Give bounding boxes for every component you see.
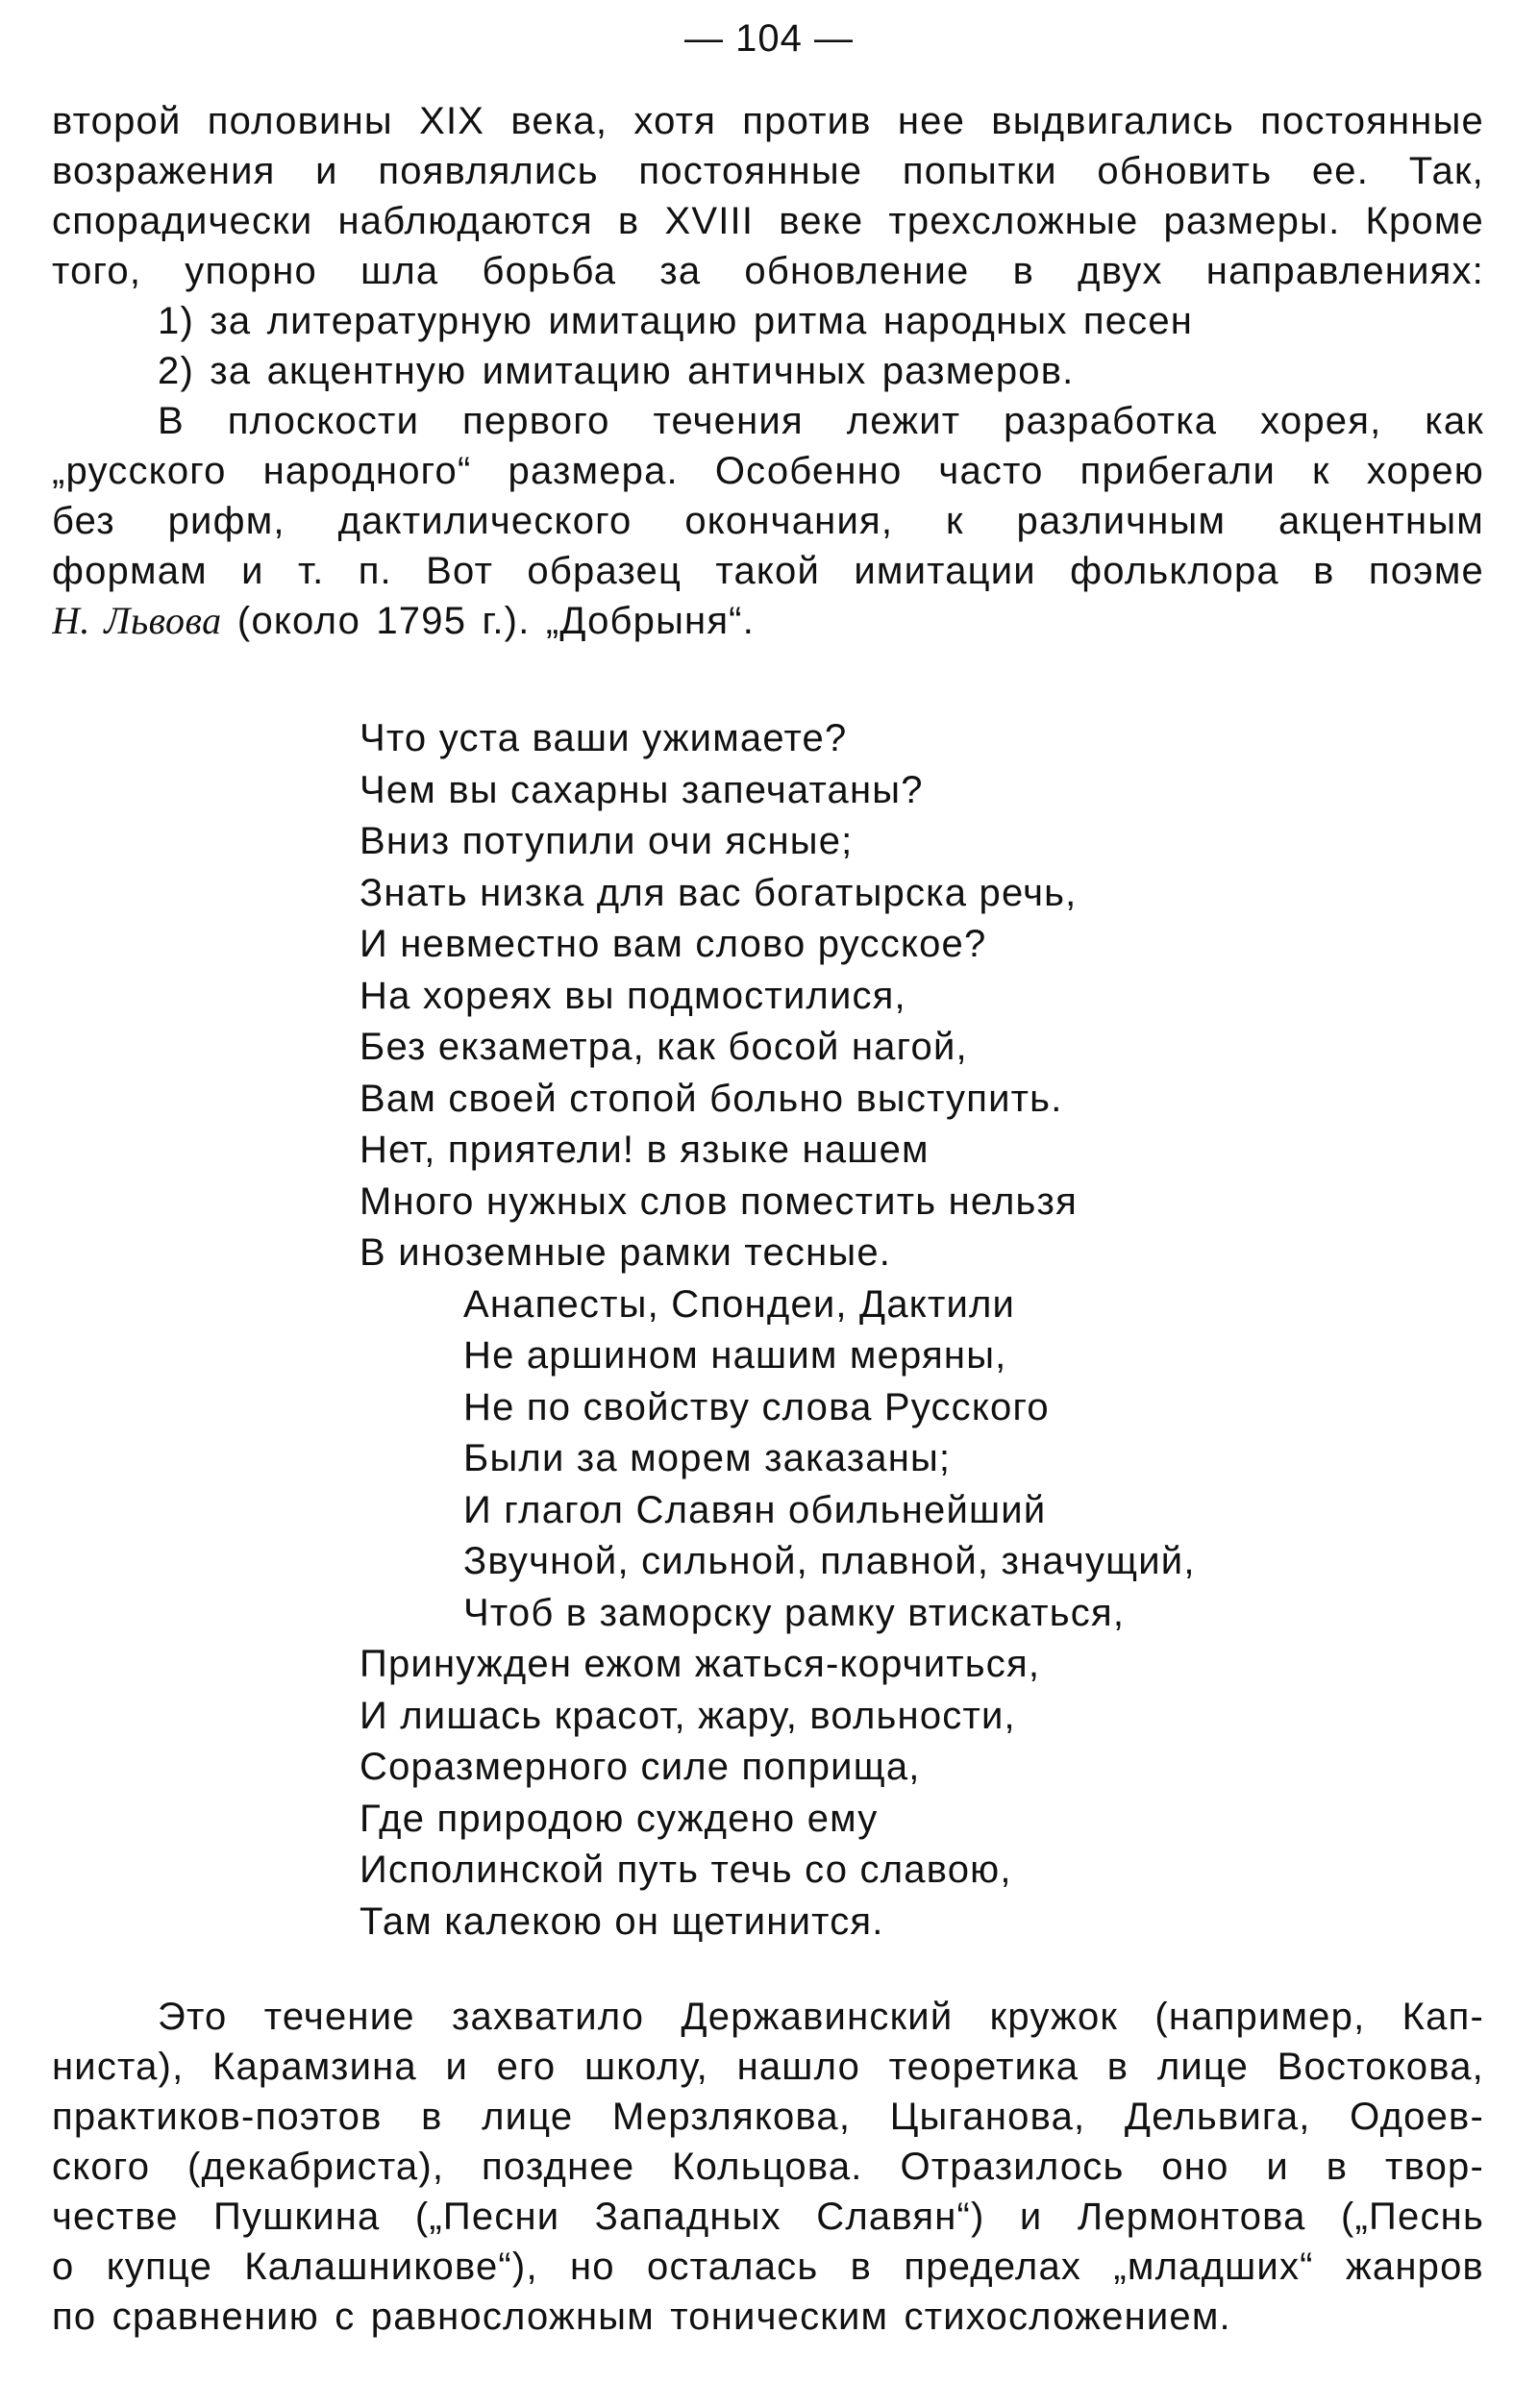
text-line: о купце Калашникове“), но осталась в пределах „младших“ жанров: [52, 2246, 1484, 2288]
page-number: — 104 —: [684, 17, 854, 60]
poem-line: И глагол Славян обильнейший: [463, 1488, 1047, 1531]
poem-line: И лишась красот, жару, вольности,: [360, 1694, 1016, 1737]
poem-line: В иноземные рамки тесные.: [360, 1231, 892, 1274]
poem-line: На хореях вы подмостилися,: [360, 974, 906, 1017]
poem-line: Соразмерного силе поприща,: [360, 1746, 921, 1788]
text-fragment: (около 1795 г.). „Добрыня“.: [221, 600, 756, 642]
poem-line: Звучной, сильной, плавной, значущий,: [463, 1540, 1196, 1582]
poem-line: Вам своей стопой больно выступить.: [360, 1077, 1063, 1120]
text-line: возражения и появлялись постоянные попытки обновить ее. Так,: [52, 150, 1484, 192]
paragraph-2: [52, 396, 1484, 646]
text-line: без рифм, дактилического окончания, к различным акцентным: [52, 500, 1484, 542]
poem-line: Чем вы сахарны запечатаны?: [360, 768, 924, 811]
text-line: формам и т. п. Вот образец такой имитации фольклора в поэме: [52, 550, 1484, 592]
poem-line: Не аршином нашим меряны,: [463, 1334, 1007, 1377]
text-line: спорадически наблюдаются в XVIII веке трехсложные размеры. Кроме: [52, 200, 1484, 242]
text-line: честве Пушкина („Песни Западных Славян“) и Лермонтова („Песнь: [52, 2196, 1484, 2238]
text-line: второй половины XIX века, хотя против нее выдвигались постоянные: [52, 100, 1484, 142]
paragraph-1: [52, 96, 1484, 396]
text-line: „русского народного“ размера. Особенно часто прибегали к хорею: [52, 450, 1484, 492]
text-line: [52, 596, 1484, 646]
poem-line: Много нужных слов поместить нельзя: [360, 1179, 1078, 1223]
paragraph-3: [52, 1992, 1484, 2342]
poem-line: И невместно вам слово русское?: [360, 923, 987, 965]
author-name: Н. Львова: [52, 599, 222, 642]
text-line: ниста), Карамзина и его школу, нашло теоретика в лице Востокова,: [52, 2046, 1484, 2088]
poem-line: Вниз потупили очи ясные;: [360, 820, 854, 862]
poem-line: Чтоб в заморску рамку втискаться,: [463, 1591, 1126, 1634]
poem-line: Нет, приятели! в языке нашем: [360, 1129, 930, 1171]
text-line: ского (декабриста), позднее Кольцова. Отразилось оно и в твор-: [52, 2146, 1484, 2188]
poem-line: Принужден ежом жаться-корчиться,: [360, 1643, 1041, 1685]
poem-line: Не по свойству слова Русского: [463, 1385, 1050, 1428]
text-line: практиков-поэтов в лице Мерзлякова, Цыганова, Дельвига, Одоев-: [52, 2096, 1484, 2138]
poem-line: Знать низка для вас богатырска речь,: [360, 871, 1078, 914]
text-line: по сравнению с равносложным тоническим стихосложением.: [52, 2296, 1231, 2338]
poem-line: Анапесты, Спондеи, Дактили: [463, 1282, 1016, 1326]
poem: [360, 713, 1417, 1948]
poem-line: Что уста ваши ужимаете?: [360, 717, 848, 759]
poem-line: Исполинской путь течь со славою,: [360, 1849, 1012, 1891]
poem-line: Там калекою он щетинится.: [360, 1899, 884, 1943]
text-line: В плоскости первого течения лежит разработка хорея, как: [158, 400, 1484, 442]
list-item-2: 2) за акцентную имитацию античных размеров.: [158, 350, 1075, 392]
poem-line: Где природою суждено ему: [360, 1797, 879, 1840]
list-item-1: 1) за литературную имитацию ритма народных песен: [158, 300, 1194, 342]
poem-line: Были за морем заказаны;: [463, 1437, 952, 1479]
text-line: того, упорно шла борьба за обновление в двух направлениях:: [52, 250, 1484, 292]
text-line: Это течение захватило Державинский кружок (например, Кап-: [158, 1996, 1484, 2038]
poem-line: Без екзаметра, как босой нагой,: [360, 1026, 968, 1068]
